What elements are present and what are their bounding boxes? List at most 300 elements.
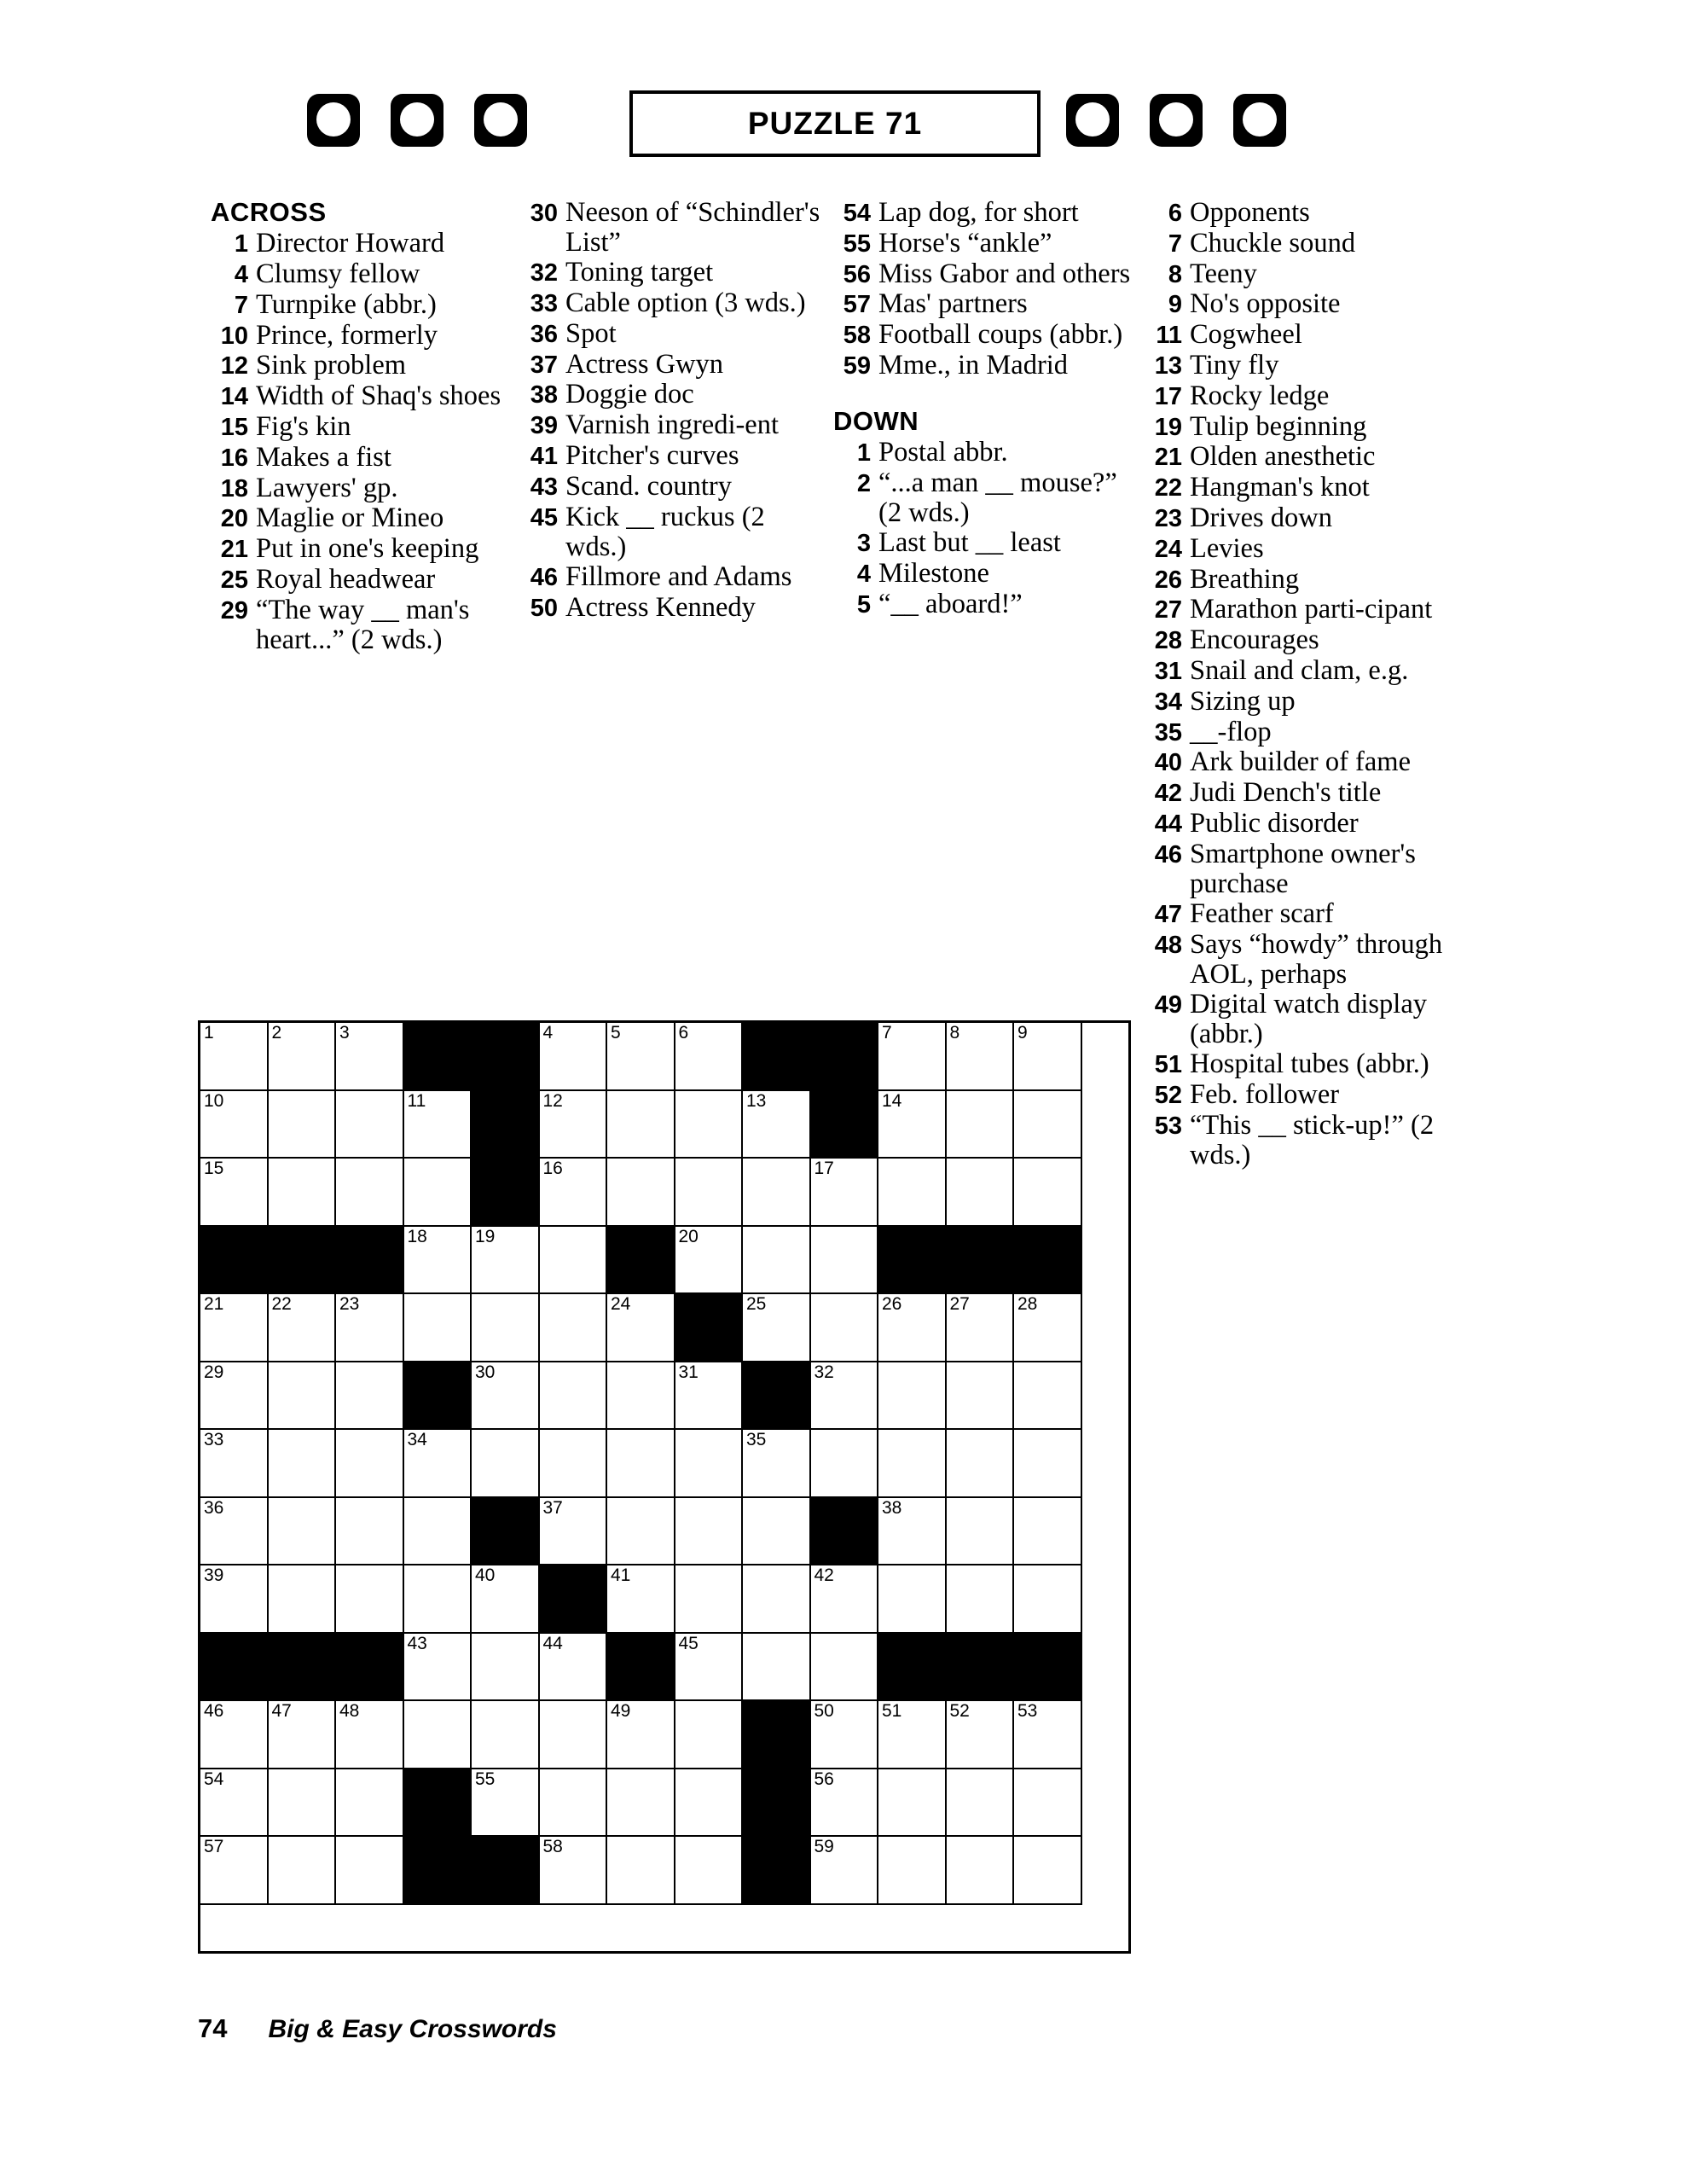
clue-number: 23 — [1154, 504, 1182, 532]
grid-row — [200, 1498, 1128, 1566]
across-heading: ACROSS — [211, 197, 327, 227]
grid-cell-number: 24 — [611, 1294, 631, 1314]
clue-text: Marathon parti-cipant — [1190, 594, 1433, 625]
grid-cell[interactable] — [811, 1565, 879, 1634]
grid-cell[interactable] — [675, 1634, 744, 1702]
grid-cell[interactable] — [743, 1091, 811, 1159]
grid-cell[interactable] — [607, 1837, 675, 1905]
clue-item — [832, 468, 1139, 528]
clue-text: Kick __ ruckus (2 wds.) — [565, 501, 765, 562]
grid-cell-block — [878, 1227, 947, 1295]
grid-cell-number: 25 — [746, 1294, 767, 1314]
grid-cell[interactable] — [878, 1498, 947, 1566]
grid-cell[interactable] — [404, 1498, 472, 1566]
grid-cell-number: 42 — [814, 1565, 834, 1585]
clue-number: 48 — [1154, 931, 1182, 959]
clue-number: 2 — [856, 469, 871, 497]
clue-number: 54 — [843, 200, 871, 227]
grid-cell[interactable] — [200, 1769, 269, 1838]
grid-cell[interactable] — [947, 1701, 1015, 1769]
clue-number: 24 — [1154, 535, 1182, 563]
clue-number: 17 — [1154, 382, 1182, 410]
grid-cell[interactable] — [675, 1091, 744, 1159]
grid-cell-number: 9 — [1017, 1023, 1028, 1043]
grid-cell[interactable] — [743, 1159, 811, 1227]
grid-cell-number: 13 — [746, 1090, 767, 1111]
grid-cell-number: 20 — [678, 1226, 699, 1246]
grid-row — [200, 1227, 1128, 1295]
grid-cell[interactable] — [404, 1634, 472, 1702]
grid-cell[interactable] — [472, 1294, 540, 1362]
clue-item — [519, 258, 826, 288]
grid-cell[interactable] — [607, 1701, 675, 1769]
grid-cell-number: 16 — [542, 1159, 563, 1178]
clue-item — [1143, 565, 1450, 595]
clue-text: Hangman's knot — [1190, 472, 1370, 503]
grid-cell[interactable] — [540, 1634, 608, 1702]
grid-cell[interactable] — [947, 1769, 1015, 1838]
clue-text: “__ aboard!” — [878, 588, 1023, 619]
grid-cell-block — [269, 1227, 337, 1295]
grid-cell[interactable] — [743, 1498, 811, 1566]
clue-item — [1143, 351, 1450, 381]
grid-cell-number: 7 — [882, 1023, 892, 1043]
clue-item — [519, 288, 826, 319]
clue-text: “...a man __ mouse?” (2 wds.) — [878, 467, 1117, 528]
grid-row — [200, 1362, 1128, 1431]
grid-cell-block — [1014, 1634, 1082, 1702]
clue-item — [209, 412, 516, 443]
clue-item — [832, 289, 1139, 320]
grid-cell[interactable] — [1014, 1362, 1082, 1431]
clue-item — [832, 528, 1139, 559]
clue-item — [209, 443, 516, 473]
grid-cell[interactable] — [878, 1023, 947, 1091]
grid-cell[interactable] — [607, 1362, 675, 1431]
grid-cell[interactable] — [540, 1091, 608, 1159]
grid-cell[interactable] — [811, 1701, 879, 1769]
grid-cell[interactable] — [404, 1701, 472, 1769]
grid-cell-number: 26 — [882, 1294, 902, 1314]
grid-cell[interactable] — [947, 1294, 1015, 1362]
clue-number: 19 — [1154, 413, 1182, 441]
clue-text: Sink problem — [256, 350, 407, 381]
clue-item — [1143, 656, 1450, 687]
grid-cell[interactable] — [404, 1091, 472, 1159]
clue-number: 30 — [530, 200, 558, 227]
grid-cell[interactable] — [336, 1294, 404, 1362]
clue-item — [519, 593, 826, 624]
grid-cell[interactable] — [811, 1837, 879, 1905]
clue-item — [209, 229, 516, 259]
clue-item — [1143, 625, 1450, 656]
grid-cell[interactable] — [878, 1159, 947, 1227]
grid-cell[interactable] — [1014, 1430, 1082, 1498]
grid-cell[interactable] — [336, 1769, 404, 1838]
clue-item — [1143, 473, 1450, 503]
grid-cell[interactable] — [472, 1634, 540, 1702]
grid-cell[interactable] — [878, 1430, 947, 1498]
clue-number: 25 — [220, 566, 248, 594]
grid-cell[interactable] — [811, 1227, 879, 1295]
clue-text: Postal abbr. — [878, 436, 1008, 468]
grid-cell[interactable] — [743, 1227, 811, 1295]
clue-item — [832, 559, 1139, 590]
clue-number: 9 — [1168, 291, 1182, 319]
grid-cell[interactable] — [269, 1023, 337, 1091]
grid-cell-block — [269, 1634, 337, 1702]
clue-number: 22 — [1154, 474, 1182, 502]
grid-row — [200, 1430, 1128, 1498]
clue-number: 39 — [530, 412, 558, 440]
grid-cell-number: 49 — [611, 1701, 631, 1721]
clue-item — [1143, 442, 1450, 473]
clue-item — [1143, 930, 1450, 990]
grid-cell[interactable] — [878, 1837, 947, 1905]
grid-cell-block — [675, 1294, 744, 1362]
clue-item — [1143, 595, 1450, 625]
clue-item — [1143, 839, 1450, 899]
grid-cell[interactable] — [675, 1565, 744, 1634]
grid-cell[interactable] — [947, 1023, 1015, 1091]
grid-cell-block — [472, 1159, 540, 1227]
grid-cell[interactable] — [675, 1498, 744, 1566]
grid-cell[interactable] — [1014, 1498, 1082, 1566]
clue-item — [519, 562, 826, 593]
grid-cell[interactable] — [540, 1498, 608, 1566]
grid-cell-number: 50 — [814, 1701, 834, 1721]
grid-cell-number: 47 — [271, 1701, 292, 1721]
grid-cell-block — [947, 1227, 1015, 1295]
grid-cell[interactable] — [743, 1565, 811, 1634]
clue-text: Clumsy fellow — [256, 258, 420, 289]
grid-cell[interactable] — [947, 1498, 1015, 1566]
grid-cell[interactable] — [1014, 1159, 1082, 1227]
grid-row — [200, 1701, 1128, 1769]
grid-cell[interactable] — [878, 1701, 947, 1769]
clue-number: 8 — [1168, 260, 1182, 288]
grid-cell[interactable] — [472, 1430, 540, 1498]
grid-cell[interactable] — [675, 1362, 744, 1431]
grid-cell[interactable] — [200, 1362, 269, 1431]
grid-cell[interactable] — [336, 1023, 404, 1091]
grid-cell[interactable] — [675, 1837, 744, 1905]
clue-text: Miss Gabor and others — [878, 258, 1131, 289]
grid-cell[interactable] — [269, 1701, 337, 1769]
clue-item — [832, 590, 1139, 620]
clue-item — [832, 229, 1139, 259]
grid-cell-number: 43 — [407, 1633, 427, 1653]
grid-cell[interactable] — [404, 1227, 472, 1295]
clue-text: “The way __ man's heart...” (2 wds.) — [256, 594, 470, 655]
grid-cell[interactable] — [540, 1159, 608, 1227]
clue-number: 37 — [530, 351, 558, 379]
grid-cell-number: 41 — [611, 1565, 631, 1585]
grid-cell[interactable] — [472, 1769, 540, 1838]
page-header — [290, 94, 1416, 162]
grid-cell[interactable] — [269, 1430, 337, 1498]
circle-icon — [1150, 94, 1203, 147]
clue-number: 44 — [1154, 810, 1182, 838]
grid-cell[interactable] — [947, 1159, 1015, 1227]
grid-cell[interactable] — [404, 1294, 472, 1362]
grid-cell[interactable] — [540, 1023, 608, 1091]
grid-cell[interactable] — [200, 1159, 269, 1227]
grid-cell[interactable] — [472, 1227, 540, 1295]
grid-cell[interactable] — [269, 1498, 337, 1566]
clue-item — [1143, 503, 1450, 534]
grid-cell-number: 51 — [882, 1701, 902, 1721]
grid-cell[interactable] — [336, 1430, 404, 1498]
clue-item — [832, 320, 1139, 351]
grid-cell-number: 15 — [204, 1159, 224, 1178]
grid-cell-block — [743, 1701, 811, 1769]
grid-cell[interactable] — [1014, 1091, 1082, 1159]
grid-cell[interactable] — [878, 1294, 947, 1362]
grid-cell[interactable] — [1014, 1565, 1082, 1634]
grid-cell[interactable] — [200, 1294, 269, 1362]
grid-cell-number: 22 — [271, 1294, 292, 1314]
clue-number: 7 — [234, 291, 248, 319]
grid-cell[interactable] — [675, 1769, 744, 1838]
grid-cell[interactable] — [472, 1362, 540, 1431]
grid-cell[interactable] — [336, 1498, 404, 1566]
grid-cell[interactable] — [269, 1769, 337, 1838]
grid-cell-number: 40 — [475, 1565, 496, 1585]
clue-number: 21 — [1154, 444, 1182, 472]
grid-cell[interactable] — [607, 1023, 675, 1091]
clue-number: 51 — [1154, 1051, 1182, 1079]
clue-number: 13 — [1154, 351, 1182, 380]
grid-cell[interactable] — [811, 1430, 879, 1498]
grid-cell-number: 33 — [204, 1430, 224, 1449]
grid-cell[interactable] — [336, 1837, 404, 1905]
grid-cell[interactable] — [607, 1498, 675, 1566]
grid-cell-number: 4 — [542, 1023, 554, 1043]
grid-cell[interactable] — [675, 1023, 744, 1091]
grid-cell[interactable] — [336, 1362, 404, 1431]
grid-cell[interactable] — [200, 1091, 269, 1159]
circle-icon — [307, 94, 360, 147]
grid-cell[interactable] — [743, 1294, 811, 1362]
clue-number: 58 — [843, 322, 871, 350]
grid-cell[interactable] — [811, 1634, 879, 1702]
clue-item — [1143, 717, 1450, 748]
clue-text: Cogwheel — [1190, 319, 1302, 351]
grid-cell[interactable] — [540, 1769, 608, 1838]
clue-number: 42 — [1154, 780, 1182, 808]
grid-cell[interactable] — [1014, 1837, 1082, 1905]
clue-text: Encourages — [1190, 624, 1319, 656]
grid-cell-block — [404, 1023, 472, 1091]
grid-cell[interactable] — [607, 1430, 675, 1498]
grid-cell[interactable] — [878, 1769, 947, 1838]
grid-cell[interactable] — [607, 1565, 675, 1634]
grid-cell[interactable] — [811, 1769, 879, 1838]
clue-item — [1143, 778, 1450, 809]
grid-cell[interactable] — [743, 1430, 811, 1498]
grid-cell[interactable] — [336, 1701, 404, 1769]
puzzle-title: PUZZLE 71 — [747, 106, 923, 141]
grid-cell-number: 28 — [1017, 1294, 1038, 1314]
clue-item — [1143, 1049, 1450, 1080]
clue-number: 31 — [1154, 657, 1182, 685]
grid-cell[interactable] — [540, 1227, 608, 1295]
grid-cell[interactable] — [540, 1294, 608, 1362]
grid-cell[interactable] — [1014, 1023, 1082, 1091]
clue-number: 7 — [1168, 229, 1182, 258]
grid-cell[interactable] — [404, 1430, 472, 1498]
clue-item — [519, 441, 826, 472]
clue-item — [519, 410, 826, 441]
grid-cell[interactable] — [743, 1634, 811, 1702]
clue-text: Feb. follower — [1190, 1078, 1340, 1110]
grid-cell-number: 3 — [339, 1023, 350, 1043]
grid-cell-number: 35 — [746, 1430, 767, 1449]
grid-cell[interactable] — [878, 1362, 947, 1431]
grid-cell-block — [404, 1362, 472, 1431]
grid-cell[interactable] — [200, 1701, 269, 1769]
circle-icon — [1233, 94, 1286, 147]
grid-cell-number: 38 — [882, 1497, 902, 1518]
grid-cell[interactable] — [336, 1565, 404, 1634]
grid-cell[interactable] — [269, 1362, 337, 1431]
grid-cell-block — [472, 1023, 540, 1091]
clue-text: Doggie doc — [565, 379, 694, 410]
page-footer — [198, 2013, 557, 2044]
clue-text: Opponents — [1190, 197, 1310, 228]
grid-cell[interactable] — [607, 1769, 675, 1838]
grid-cell[interactable] — [675, 1159, 744, 1227]
grid-cell[interactable] — [811, 1159, 879, 1227]
grid-cell[interactable] — [947, 1565, 1015, 1634]
grid-cell[interactable] — [540, 1837, 608, 1905]
grid-cell[interactable] — [540, 1362, 608, 1431]
grid-cell[interactable] — [540, 1701, 608, 1769]
grid-cell[interactable] — [269, 1294, 337, 1362]
clue-number: 43 — [530, 473, 558, 501]
grid-cell-block — [336, 1227, 404, 1295]
grid-cell[interactable] — [200, 1837, 269, 1905]
grid-cell[interactable] — [269, 1091, 337, 1159]
clue-text: Put in one's keeping — [256, 533, 479, 565]
grid-cell[interactable] — [675, 1430, 744, 1498]
grid-cell-block — [472, 1091, 540, 1159]
clue-text: Cable option (3 wds.) — [565, 287, 806, 318]
grid-cell[interactable] — [200, 1498, 269, 1566]
clue-number: 27 — [1154, 596, 1182, 624]
clue-item — [519, 350, 826, 380]
clue-number: 20 — [220, 505, 248, 533]
clue-text: Spot — [565, 317, 617, 349]
grid-cell[interactable] — [269, 1565, 337, 1634]
clue-item — [1143, 229, 1450, 259]
grid-cell[interactable] — [1014, 1769, 1082, 1838]
clue-text: Olden anesthetic — [1190, 441, 1376, 473]
grid-cell[interactable] — [269, 1159, 337, 1227]
grid-row — [200, 1565, 1128, 1634]
clue-number: 10 — [220, 322, 248, 350]
grid-cell[interactable] — [878, 1091, 947, 1159]
grid-cell[interactable] — [404, 1159, 472, 1227]
crossword-grid[interactable] — [198, 1020, 1131, 1954]
grid-cell[interactable] — [607, 1294, 675, 1362]
grid-cell[interactable] — [336, 1091, 404, 1159]
grid-cell[interactable] — [811, 1294, 879, 1362]
grid-cell[interactable] — [947, 1430, 1015, 1498]
grid-cell-number: 27 — [949, 1294, 970, 1314]
grid-cell[interactable] — [200, 1430, 269, 1498]
grid-cell[interactable] — [1014, 1701, 1082, 1769]
down-heading: DOWN — [833, 405, 919, 436]
grid-cell-number: 21 — [204, 1294, 224, 1314]
grid-cell[interactable] — [947, 1091, 1015, 1159]
clue-item — [519, 472, 826, 502]
circle-icon — [474, 94, 527, 147]
grid-cell[interactable] — [878, 1565, 947, 1634]
grid-cell-number: 46 — [204, 1701, 224, 1721]
clue-text: Chuckle sound — [1190, 227, 1356, 258]
grid-row — [200, 1634, 1128, 1702]
grid-cell-block — [472, 1498, 540, 1566]
grid-cell[interactable] — [947, 1837, 1015, 1905]
grid-cell[interactable] — [607, 1159, 675, 1227]
grid-cell[interactable] — [675, 1227, 744, 1295]
clue-number: 38 — [530, 381, 558, 410]
clue-number: 11 — [1156, 322, 1182, 350]
grid-cell[interactable] — [472, 1565, 540, 1634]
grid-cell[interactable] — [200, 1565, 269, 1634]
grid-cell[interactable] — [540, 1430, 608, 1498]
clue-item — [209, 595, 516, 655]
grid-cell-block — [743, 1362, 811, 1431]
clue-text: Lap dog, for short — [878, 197, 1079, 228]
clue-text: Says “howdy” through AOL, perhaps — [1190, 928, 1443, 990]
clue-text: Football coups (abbr.) — [878, 319, 1123, 351]
clue-number: 36 — [530, 320, 558, 348]
clue-item — [519, 380, 826, 410]
grid-cell-block — [200, 1634, 269, 1702]
clue-number: 3 — [856, 529, 871, 557]
circle-icon — [391, 94, 443, 147]
grid-cell[interactable] — [404, 1565, 472, 1634]
clue-text: Judi Dench's title — [1190, 777, 1382, 809]
clue-item — [1143, 990, 1450, 1049]
clue-number: 4 — [234, 260, 248, 288]
clue-text: Smartphone owner's purchase — [1190, 838, 1416, 899]
grid-cell-number: 11 — [407, 1090, 426, 1111]
grid-cell[interactable] — [607, 1091, 675, 1159]
clue-item — [1143, 381, 1450, 412]
clue-column-4 — [1143, 198, 1450, 1170]
clue-item — [832, 259, 1139, 290]
clue-item — [519, 319, 826, 350]
grid-cell[interactable] — [811, 1362, 879, 1431]
grid-cell[interactable] — [947, 1362, 1015, 1431]
grid-cell-number: 54 — [204, 1769, 224, 1789]
grid-cell[interactable] — [472, 1701, 540, 1769]
grid-cell-number: 48 — [339, 1701, 360, 1721]
clue-item — [832, 198, 1139, 229]
clue-item — [1143, 687, 1450, 717]
grid-cell[interactable] — [336, 1159, 404, 1227]
grid-cell-number: 45 — [678, 1633, 699, 1653]
grid-cell-block — [878, 1634, 947, 1702]
grid-cell[interactable] — [269, 1837, 337, 1905]
grid-cell[interactable] — [200, 1023, 269, 1091]
grid-cell[interactable] — [1014, 1294, 1082, 1362]
grid-cell[interactable] — [675, 1701, 744, 1769]
